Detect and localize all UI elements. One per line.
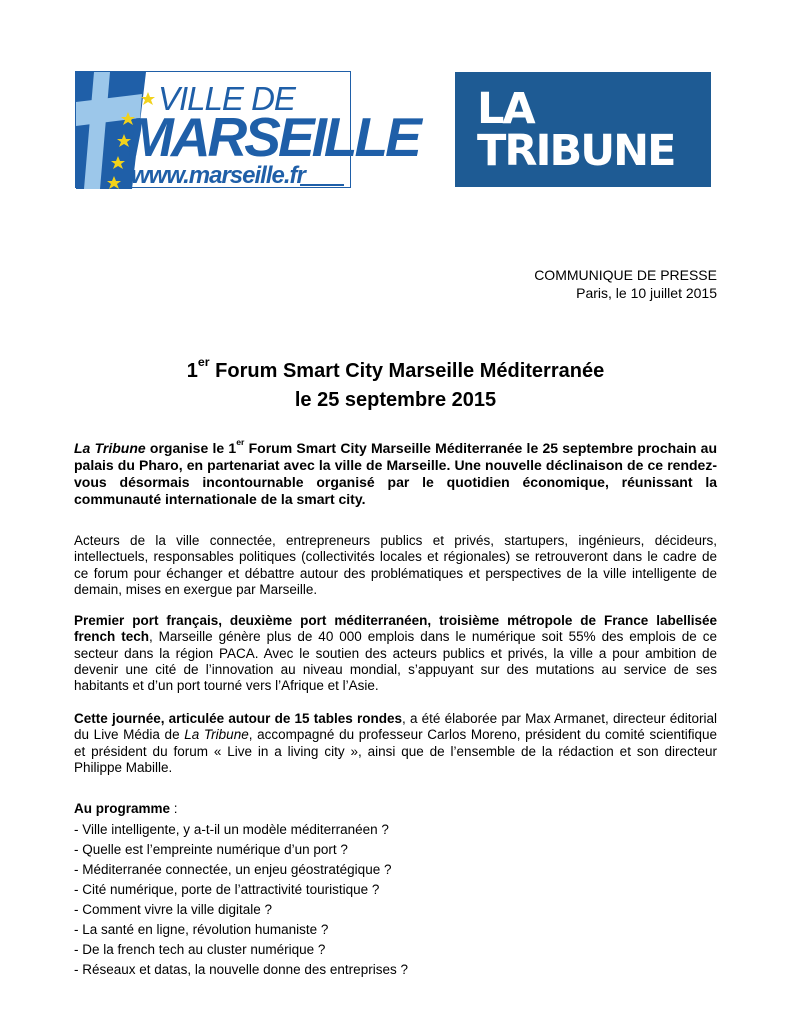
- logo-text-la: LA: [477, 84, 534, 134]
- logo-text-marseille: MARSEILLE: [128, 106, 419, 168]
- programme-heading-label: Au programme: [74, 801, 171, 816]
- press-release-date: Paris, le 10 juillet 2015: [576, 285, 717, 301]
- paragraph-premier-port-bold: Premier port français, deuxième port méditerranéen, troisième métropole de France labellisée french tech: [74, 613, 717, 645]
- intro-text-1: organise le 1: [145, 440, 237, 456]
- ville-de-marseille-logo: [75, 71, 419, 189]
- programme-item: - Cité numérique, porte de l’attractivité touristique ?: [74, 882, 380, 897]
- logo-text-ville-de: VILLE DE: [158, 80, 295, 117]
- intro-paragraph: [74, 437, 717, 508]
- intro-italic: La Tribune: [74, 440, 146, 456]
- document-subtitle-date: le 25 septembre 2015: [294, 389, 497, 411]
- programme-item: - Comment vivre la ville digitale ?: [74, 902, 273, 917]
- paragraph-journee-italic: La Tribune: [184, 727, 249, 743]
- programme-heading: [74, 801, 178, 816]
- programme-item: - Réseaux et datas, la nouvelle donne des entreprises ?: [74, 962, 408, 977]
- programme-item: - Ville intelligente, y a-t-il un modèle méditerranéen ?: [74, 822, 389, 837]
- title-ordinal: 1: [186, 360, 198, 382]
- programme-item: - La santé en ligne, révolution humaniste ?: [74, 922, 329, 937]
- programme-list: [74, 820, 408, 980]
- document-title: [0, 355, 791, 383]
- press-release-label: COMMUNIQUE DE PRESSE: [534, 267, 717, 283]
- programme-heading-suffix: :: [170, 801, 178, 816]
- paragraph-acteurs: Acteurs de la ville connectée, entrepreneurs publics et privés, startupers, ingénieurs, décideurs, intellectuels, responsables politiques (collectivités locales et régionales) se retrouveront dans le cadre de ce forum pour échanger et débattre autour des problématiques et perspectives de la ville intelligente de demain, mises en exergue par Marseille.: [74, 533, 717, 597]
- programme-item: - Méditerranée connectée, un enjeu géostratégique ?: [74, 862, 392, 877]
- paragraph-journee-text-1: , a été élaborée par Max Armanet, directeur éditorial du Live Média de: [74, 711, 718, 743]
- logo-text-url: www.marseille.fr: [131, 162, 305, 189]
- programme-item: - Quelle est l’empreinte numérique d’un port ?: [74, 842, 348, 857]
- intro-text-2: Forum Smart City Marseille Méditerranée le 25 septembre prochain au palais du Pharo, en partenariat avec la ville de Marseille. Une nouvelle déclinaison de ce rendez-vous désormais incontournable organisé par le quotidien économique, réunissant la communauté internationale de la smart city.: [74, 440, 717, 507]
- paragraph-journee-bold: Cette journée, articulée autour de 15 tables rondes: [74, 711, 402, 726]
- logo-text-tribune: TRIBUNE: [477, 126, 675, 176]
- paragraph-journee-text-2: , accompagné du professeur Carlos Moreno, président du comité scientifique et président du forum « Live in a living city », ainsi que de l’ensemble de la rédaction et son directeur Philippe Mabille.: [74, 727, 717, 775]
- title-ordinal-sup: er: [197, 355, 210, 370]
- la-tribune-logo: [455, 72, 711, 187]
- intro-sup: er: [236, 437, 245, 448]
- title-text: Forum Smart City Marseille Méditerranée: [209, 360, 605, 382]
- paragraph-journee: [74, 711, 717, 776]
- paragraph-premier-port: [74, 613, 717, 694]
- paragraph-premier-port-text: , Marseille génère plus de 40 000 emplois dans le numérique soit 55% des emplois de ce secteur dans la région PACA. Avec le soutien des acteurs publics et privés, la ville a pour ambition de devenir une cité de l’innovation au niveau mondial, s’appuyant sur des mutations au service de ses habitants et d’un port tourné vers l’Afrique et l’Asie.: [74, 629, 717, 694]
- programme-item: - De la french tech au cluster numérique ?: [74, 942, 326, 957]
